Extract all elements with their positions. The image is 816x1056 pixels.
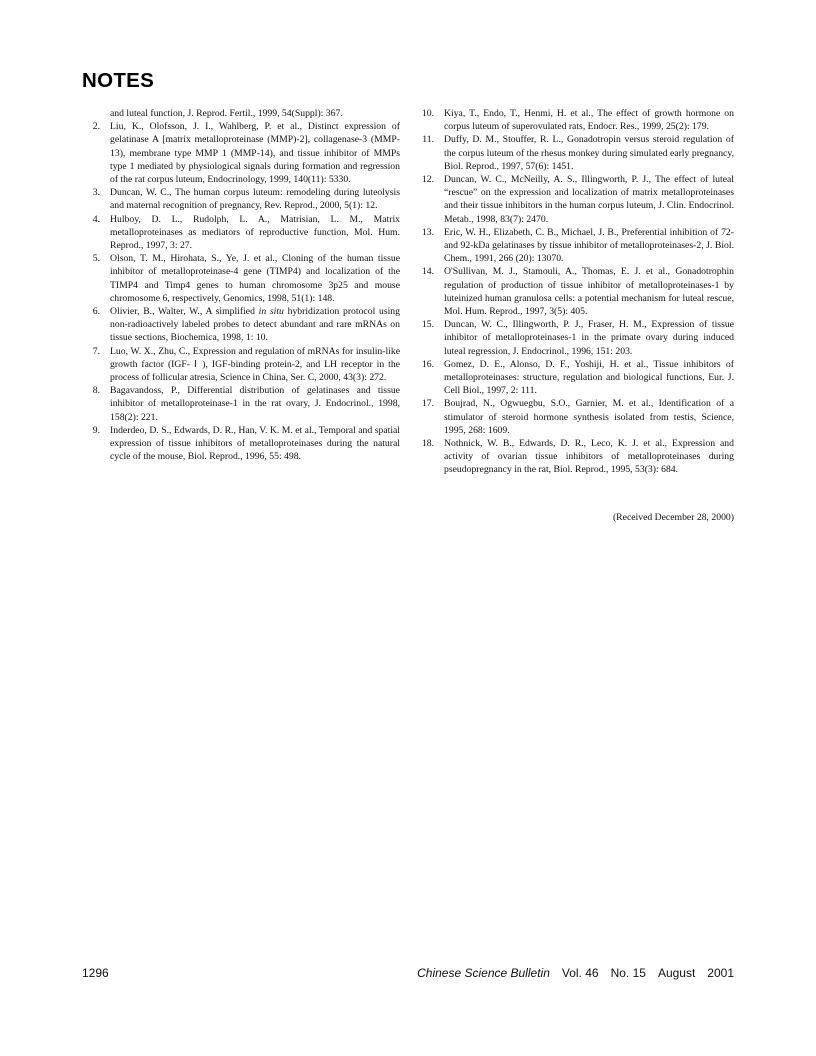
reference-item <box>86 384 400 424</box>
reference-text-segment: hybridization protocol using non-radioactively labeled probes to detect abundant and rare mRNAs on tissue sections, Biochemica, 1998, 1: 10. <box>110 306 400 344</box>
reference-text-segment: Kiya, T., Endo, T., Henmi, H. et al., The effect of growth hormone on corpus luteum of superovulated rats, Endocr. Res., 1999, 25(2): 179. <box>444 108 734 133</box>
reference-item <box>86 424 400 464</box>
reference-text <box>110 384 400 424</box>
reference-text-segment: Olivier, B., Walter, W., A simplified <box>110 306 259 318</box>
reference-text-segment: Duncan, W. C., McNeilly, A. S., Illingworth, P. J., The effect of luteal “rescue” on the expression and localization of matrix metalloproteinases and their tissue inhibitors in the human corpus luteum, J. Clin. Endocrinol. Metab., 1998, 83(7): 2470. <box>444 174 734 225</box>
reference-item <box>420 107 734 133</box>
reference-item <box>420 318 734 358</box>
journal-issue: No. 15 <box>610 966 646 980</box>
received-date: (Received December 28, 2000) <box>612 512 734 523</box>
reference-text <box>444 437 734 477</box>
reference-text <box>110 186 400 212</box>
reference-item <box>420 226 734 266</box>
journal-year: 2001 <box>707 966 734 980</box>
reference-text <box>110 305 400 345</box>
reference-number: 11. <box>422 134 434 146</box>
reference-text-segment: Eric, W. H., Elizabeth, C. B., Michael, J. B., Preferential inhibition of 72- and 92-kDa gelatinases by tissue inhibitor of metalloproteinases-2, J. Biol. Chem., 1991, 266 (20): 13070. <box>444 226 734 265</box>
reference-text <box>110 107 400 120</box>
reference-number: 17. <box>421 398 434 410</box>
reference-number: 10. <box>421 108 434 119</box>
reference-item <box>420 265 734 318</box>
reference-item <box>420 397 734 437</box>
reference-item <box>86 120 400 186</box>
reference-number: 7. <box>92 345 100 357</box>
reference-item <box>420 173 734 226</box>
journal-name: Chinese Science Bulletin <box>417 966 550 980</box>
reference-item <box>86 107 400 120</box>
reference-number: 15. <box>421 319 434 331</box>
reference-text-segment: Boujrad, N., Ogwuegbu, S.O., Garnier, M. et al., Identification of a stimulator of steroid hormone synthesis isolated from testis, Science, 1995, 268: 1609. <box>444 398 734 436</box>
reference-number: 13. <box>421 226 434 238</box>
reference-text-segment: Olson, T. M., Hirohata, S., Ye, J. et al., Cloning of the human tissue inhibitor of metalloproteinase-4 gene (TIMP4) and localization of the TIMP4 and Timp4 genes to human chromosome 3p25 and mouse chromosome 6, respectively, Genomics, 1998, 51(1): 148. <box>110 253 400 304</box>
reference-text <box>444 173 734 226</box>
reference-text <box>444 226 734 266</box>
reference-text <box>444 265 734 318</box>
reference-number: 14. <box>421 266 434 278</box>
reference-text <box>444 358 734 398</box>
journal-citation <box>417 966 734 980</box>
journal-volume: Vol. 46 <box>561 966 599 980</box>
reference-number: 5. <box>92 253 100 265</box>
reference-text-segment: Liu, K., Olofsson, J. I., Wahlberg, P. et al., Distinct expression of gelatinase A [matrix metalloproteinase (MMP)-2], collagenase-3 (MMP-13), membrane type MMP 1 (MMP-14), and tissue inhibitor of MMPs type 1 mediated by physiological signals during formation and regression of the rat corpus luteum, Endocrinology, 1999, 140(11): 5330. <box>110 121 400 186</box>
section-header: NOTES <box>82 69 155 92</box>
reference-text <box>110 213 400 253</box>
reference-text-segment: Duncan, W. C., The human corpus luteum: remodeling during luteolysis and maternal recognition of pregnancy, Rev. Reprod., 2000, 5(1): 12. <box>110 187 400 212</box>
reference-text-segment: and luteal function, J. Reprod. Fertil., 1999, 54(Suppl): 367. <box>110 108 343 119</box>
references-right-column <box>420 107 734 477</box>
reference-item <box>420 358 734 398</box>
reference-text-segment: Bagavandoss, P., Differential distribution of gelatinases and tissue inhibitor of metalloproteinase-1 in the rat ovary, J. Endocrinol., 1998, 158(2): 221. <box>110 385 400 423</box>
reference-number: 6. <box>92 306 100 318</box>
reference-number: 16. <box>421 358 434 370</box>
reference-text-segment: O'Sullivan, M. J., Stamouli, A., Thomas, E. J. et al., Gonadotrophin regulation of production of tissue inhibitor of metalloproteinases-1 by luteinized human granulosa cells: a potential mechanism for luteal rescue, Mol. Hum. Reprod., 1997, 3(5): 405. <box>444 266 734 318</box>
reference-italic-text: in situ <box>258 306 284 318</box>
reference-item <box>86 345 400 385</box>
reference-text-segment: Hulboy, D. L., Rudolph, L. A., Matrisian, L. M., Matrix metalloproteinases as mediators of reproductive function, Mol. Hum. Reprod., 1997, 3: 27. <box>110 213 400 252</box>
journal-month: August <box>657 966 696 980</box>
reference-text-segment: Gomez, D. E., Alonso, D. F., Yoshiji, H. et al., Tissue inhibitors of metalloproteinases: structure, regulation and biological functions, Eur. J. Cell Biol., 1997, 2: 111. <box>444 358 734 397</box>
reference-item <box>86 213 400 253</box>
reference-item <box>420 437 734 477</box>
reference-number: 9. <box>92 424 100 436</box>
references-left-column <box>86 107 400 463</box>
reference-item <box>86 252 400 305</box>
reference-text-segment: Luo, W. X., Zhu, C., Expression and regulation of mRNAs for insulin-like growth factor (IGF- Ⅰ ), IGF-binding protein-2, and LH receptor in the process of follicular atresia, Science in China, Ser. C, 2000, 43(3): 272. <box>110 345 400 384</box>
reference-item <box>86 186 400 212</box>
reference-number: 4. <box>92 213 100 225</box>
reference-number: 18. <box>421 438 434 450</box>
reference-text <box>110 252 400 305</box>
reference-item <box>420 133 734 173</box>
reference-text-segment: Duffy, D. M., Stouffer, R. L., Gonadotropin versus steroid regulation of the corpus luteum of the rhesus monkey during simulated early pregnancy, Biol. Reprod., 1997, 57(6): 1451. <box>444 134 734 172</box>
reference-text-segment: Inderdeo, D. S., Edwards, D. R., Han, V. K. M. et al., Temporal and spatial expression of tissue inhibitors of metalloproteinases during the natural cycle of the mouse, Biol. Reprod., 1996, 55: 498. <box>110 424 400 463</box>
page-number: 1296 <box>82 966 109 980</box>
reference-text <box>110 424 400 464</box>
reference-number: 12. <box>421 174 434 186</box>
reference-text-segment: Duncan, W. C., Illingworth, P. J., Fraser, H. M., Expression of tissue inhibitor of metalloproteinases-1 in the primate ovary during induced luteal regression, J. Endocrinol., 1996, 151: 203. <box>444 319 734 357</box>
reference-text <box>444 318 734 358</box>
reference-text-segment: Nothnick, W. B., Edwards, D. R., Leco, K. J. et al., Expression and activity of ovarian tissue inhibitors of metalloproteinases during pseudopregnancy in the rat, Biol. Reprod., 1995, 53(3): 684. <box>444 438 734 476</box>
reference-text <box>444 397 734 437</box>
reference-number: 2. <box>92 121 100 133</box>
reference-text <box>110 120 400 186</box>
reference-number: 3. <box>92 187 100 199</box>
reference-number: 8. <box>92 385 100 397</box>
reference-text <box>110 345 400 385</box>
reference-item <box>86 305 400 345</box>
reference-text <box>444 107 734 133</box>
reference-text <box>444 133 734 173</box>
